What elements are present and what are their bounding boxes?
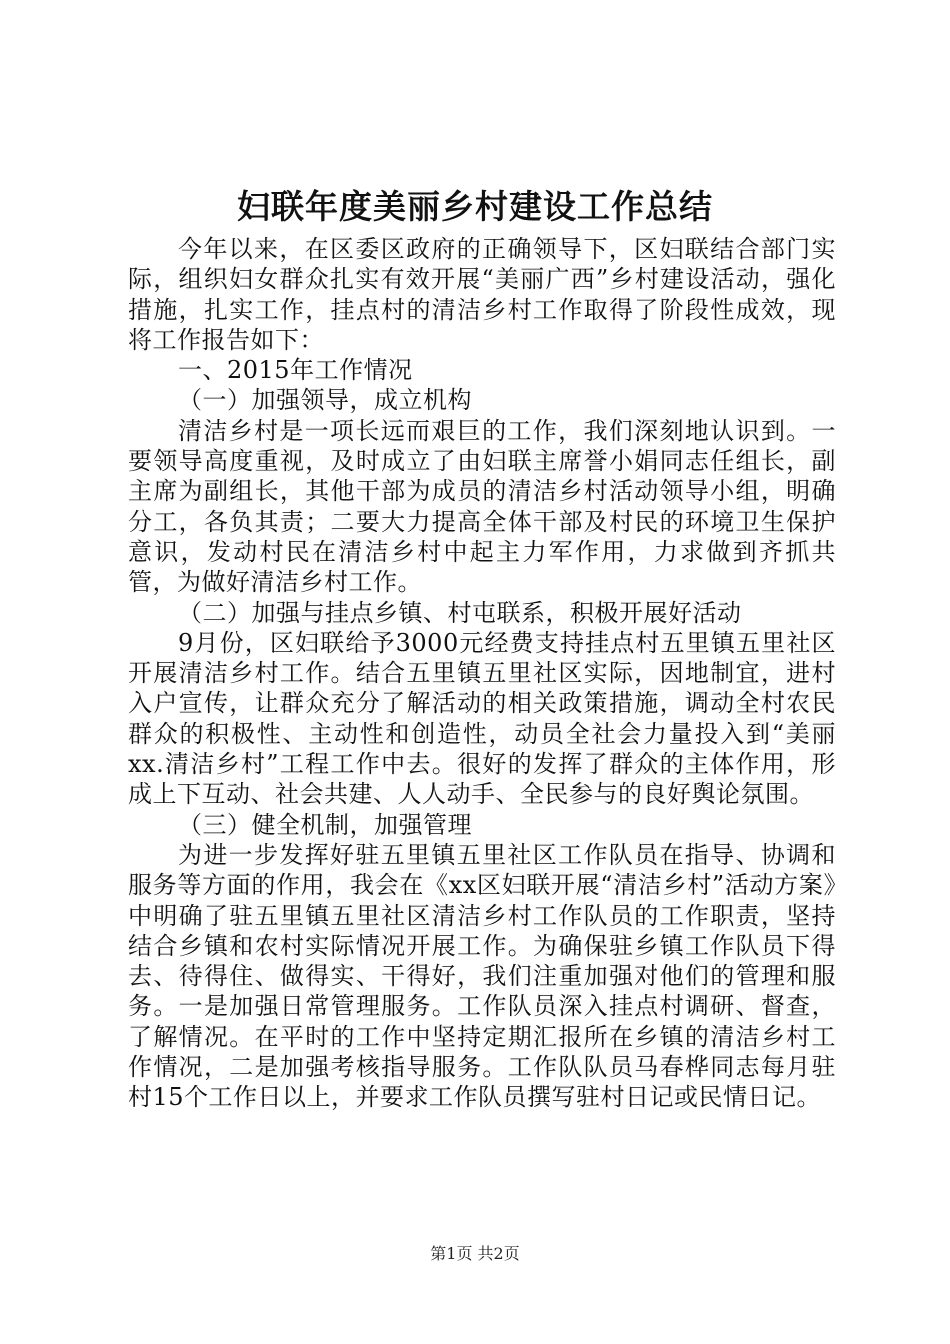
document-body	[128, 234, 836, 1113]
body-paragraph-2: 9月份，区妇联给予3000元经费支持挂点村五里镇五里社区开展清洁乡村工作。结合五里镇五里社区实际，因地制宜，进村入户宣传，让群众充分了解活动的相关政策措施，调动全村农民群众的积极性、主动性和创造性，动员全社会力量投入到“美丽xx.清洁乡村”工程工作中去。很好的发挥了群众的主体作用，形成上下互动、社会共建、人人动手、全民参与的良好舆论氛围。	[128, 628, 836, 809]
body-paragraph-3: 为进一步发挥好驻五里镇五里社区工作队员在指导、协调和服务等方面的作用，我会在《xx区妇联开展“清洁乡村”活动方案》中明确了驻五里镇五里社区清洁乡村工作队员的工作职责，坚持结合乡镇和农村实际情况开展工作。为确保驻乡镇工作队员下得去、待得住、做得实、干得好，我们注重加强对他们的管理和服务。一是加强日常管理服务。工作队员深入挂点村调研、督查，了解情况。在平时的工作中坚持定期汇报所在乡镇的清洁乡村工作情况，二是加强考核指导服务。工作队队员马春桦同志每月驻村15个工作日以上，并要求工作队员撰写驻村日记或民情日记。	[128, 840, 836, 1112]
body-paragraph-1: 清洁乡村是一项长远而艰巨的工作，我们深刻地认识到。一要领导高度重视，及时成立了由妇联主席誉小娟同志任组长，副主席为副组长，其他干部为成员的清洁乡村活动领导小组，明确分工，各负其责；二要大力提高全体干部及村民的环境卫生保护意识，发动村民在清洁乡村中起主力军作用，力求做到齐抓共管，为做好清洁乡村工作。	[128, 416, 836, 597]
page-footer: 第1页 共2页	[430, 1244, 520, 1263]
subsection-heading-1: （一）加强领导，成立机构	[178, 386, 472, 415]
section-heading-1: 一、2015年工作情况	[178, 356, 413, 385]
subsection-heading-3: （三）健全机制，加强管理	[178, 810, 472, 839]
subsection-heading-2: （二）加强与挂点乡镇、村屯联系，积极开展好活动	[178, 598, 742, 627]
document-title: 妇联年度美丽乡村建设工作总结	[237, 187, 713, 226]
intro-paragraph: 今年以来，在区委区政府的正确领导下，区妇联结合部门实际，组织妇女群众扎实有效开展“美丽广西”乡村建设活动，强化措施，扎实工作，挂点村的清洁乡村工作取得了阶段性成效，现将工作报告如下：	[128, 235, 836, 354]
